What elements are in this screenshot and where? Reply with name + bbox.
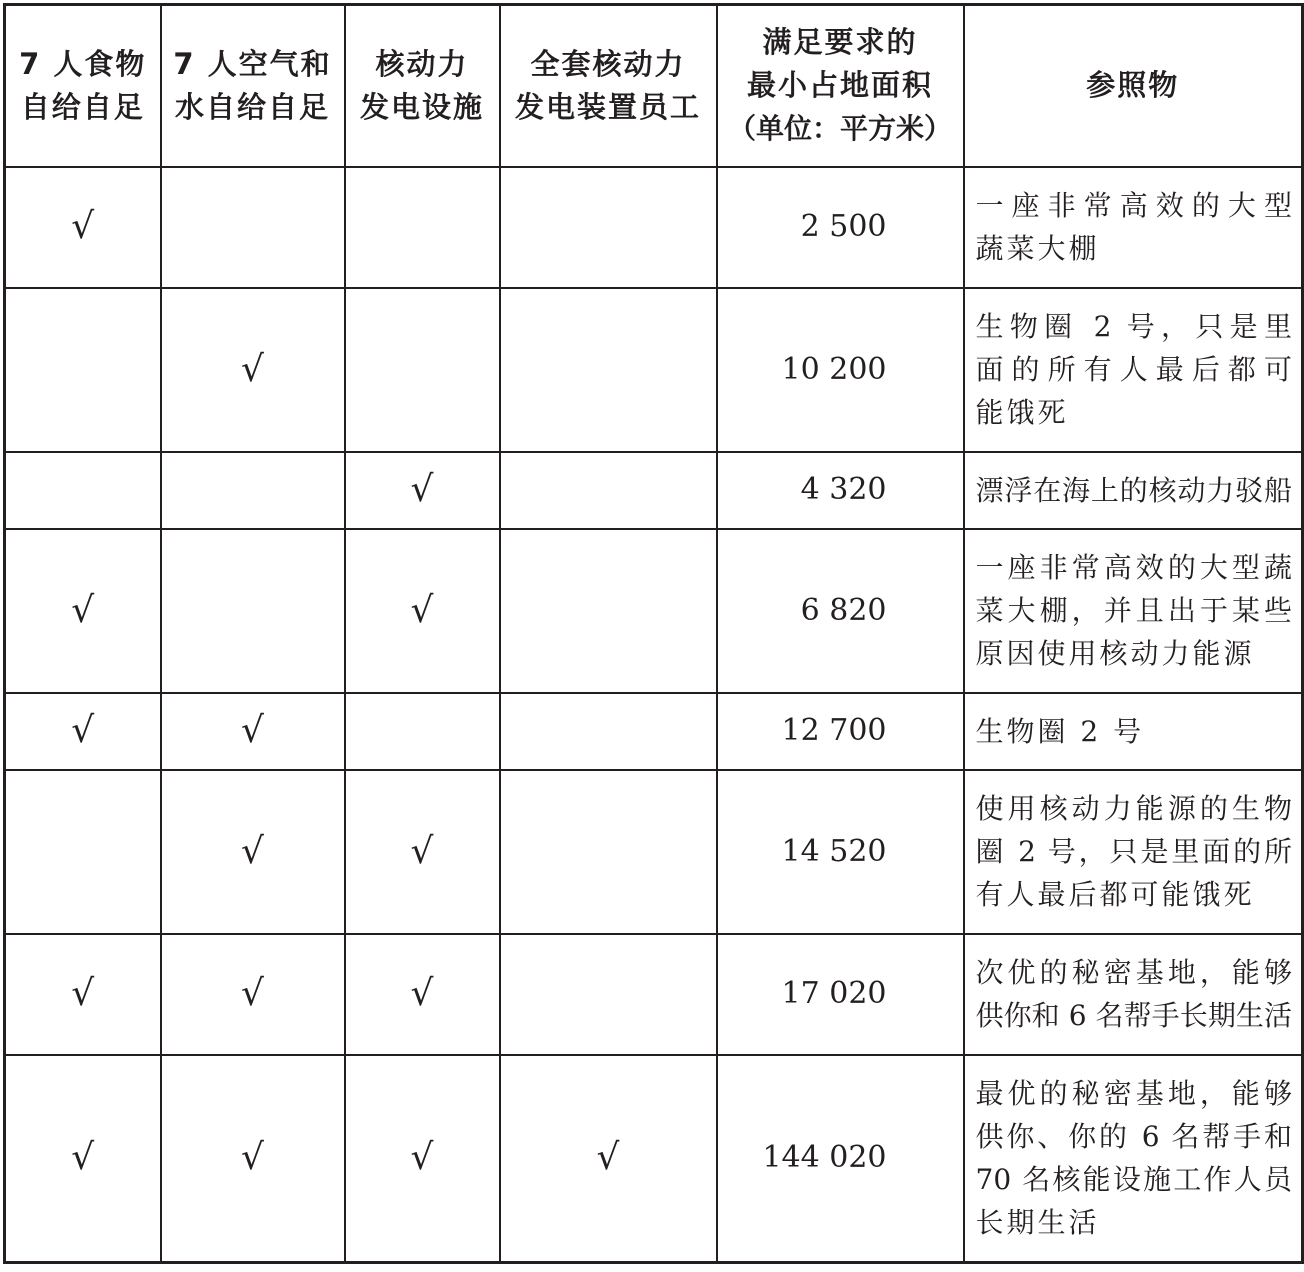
check-cell-food: √ <box>5 167 161 288</box>
area-cell: 4 320 <box>717 452 964 529</box>
table-container <box>3 3 1304 1264</box>
check-cell-power: √ <box>345 529 500 693</box>
check-cell-air-water <box>161 452 345 529</box>
check-cell-air-water: √ <box>161 770 345 934</box>
reference-cell <box>964 1055 1303 1263</box>
reference-cell <box>964 934 1303 1055</box>
check-cell-staff <box>500 167 717 288</box>
header-line: 自给自足 <box>20 89 145 124</box>
reference-line: 长期生活 <box>975 1206 1100 1240</box>
area-cell: 144 020 <box>717 1055 964 1263</box>
reference-line: 供你、你的 6 名帮手和 <box>975 1120 1292 1154</box>
reference-line: 能饿死 <box>975 396 1069 429</box>
check-cell-air-water: √ <box>161 693 345 770</box>
table-row <box>5 288 1303 452</box>
check-cell-power <box>345 693 500 770</box>
header-line: 发电装置员工 <box>514 89 701 124</box>
header-nuclear-staff <box>500 5 717 167</box>
check-cell-power: √ <box>345 770 500 934</box>
area-cell: 10 200 <box>717 288 964 452</box>
reference-line: 菜大棚，并且出于某些 <box>975 594 1292 627</box>
check-cell-power <box>345 288 500 452</box>
check-cell-air-water <box>161 529 345 693</box>
reference-cell <box>964 452 1303 529</box>
reference-line: 蔬菜大棚 <box>975 232 1100 265</box>
check-cell-food: √ <box>5 693 161 770</box>
header-nuclear-power-facility <box>345 5 500 167</box>
table-row <box>5 452 1303 529</box>
reference-line: 漂浮在海上的核动力驳船 <box>975 473 1292 507</box>
header-minimum-area <box>717 5 964 167</box>
header-line: 全套核动力 <box>530 46 686 81</box>
header-line: 7 人空气和 <box>173 46 332 81</box>
table-row <box>5 529 1303 693</box>
header-food-self-sufficiency <box>5 5 161 167</box>
table-row <box>5 1055 1303 1263</box>
header-reference <box>964 5 1303 167</box>
reference-line: 面的所有人最后都可 <box>975 353 1292 386</box>
area-cell: 6 820 <box>717 529 964 693</box>
check-cell-staff <box>500 934 717 1055</box>
check-cell-air-water: √ <box>161 1055 345 1263</box>
reference-line: 供你和 6 名帮手长期生活 <box>975 999 1292 1032</box>
reference-line: 次优的秘密基地，能够 <box>975 956 1292 989</box>
table-row <box>5 167 1303 288</box>
header-line: 发电设施 <box>359 89 484 124</box>
check-cell-air-water <box>161 167 345 288</box>
check-cell-food: √ <box>5 529 161 693</box>
header-air-water-self-sufficiency <box>161 5 345 167</box>
reference-line: 一座非常高效的大型 <box>975 189 1292 222</box>
check-cell-food <box>5 288 161 452</box>
check-cell-power: √ <box>345 452 500 529</box>
area-cell: 17 020 <box>717 934 964 1055</box>
header-line: 参照物 <box>1086 68 1180 103</box>
check-cell-staff: √ <box>500 1055 717 1263</box>
header-line: 满足要求的 <box>762 25 918 60</box>
table-row <box>5 693 1303 770</box>
reference-line: 一座非常高效的大型蔬 <box>975 551 1292 584</box>
check-cell-staff <box>500 288 717 452</box>
area-cell: 12 700 <box>717 693 964 770</box>
check-cell-staff <box>500 529 717 693</box>
header-line: 水自给自足 <box>174 89 330 124</box>
check-cell-food <box>5 452 161 529</box>
table-row <box>5 770 1303 934</box>
reference-line: 生物圈 2 号，只是里 <box>975 310 1292 343</box>
reference-cell <box>964 167 1303 288</box>
reference-line: 有人最后都可能饿死 <box>975 878 1255 911</box>
reference-line: 圈 2 号，只是里面的所 <box>975 835 1292 868</box>
check-cell-staff <box>500 452 717 529</box>
space-requirements-table <box>3 3 1304 1264</box>
reference-cell <box>964 693 1303 770</box>
header-line: 最小占地面积 <box>746 68 933 103</box>
header-line: 核动力 <box>375 46 469 81</box>
check-cell-food: √ <box>5 1055 161 1263</box>
area-cell: 2 500 <box>717 167 964 288</box>
check-cell-power: √ <box>345 934 500 1055</box>
area-cell: 14 520 <box>717 770 964 934</box>
check-cell-power: √ <box>345 1055 500 1263</box>
reference-line: 使用核动力能源的生物 <box>975 792 1292 825</box>
reference-line: 最优的秘密基地，能够 <box>975 1077 1292 1111</box>
table-row <box>5 934 1303 1055</box>
reference-cell <box>964 288 1303 452</box>
header-unit-line: （单位：平方米） <box>727 112 952 146</box>
check-cell-air-water: √ <box>161 934 345 1055</box>
check-cell-staff <box>500 770 717 934</box>
check-cell-food: √ <box>5 934 161 1055</box>
reference-line: 生物圈 2 号 <box>975 714 1145 748</box>
reference-line: 70 名核能设施工作人员 <box>975 1163 1292 1197</box>
reference-cell <box>964 529 1303 693</box>
check-cell-air-water: √ <box>161 288 345 452</box>
reference-line: 原因使用核动力能源 <box>975 637 1255 670</box>
header-row <box>5 5 1303 167</box>
check-cell-power <box>345 167 500 288</box>
check-cell-staff <box>500 693 717 770</box>
header-line: 7 人食物 <box>19 46 147 81</box>
reference-cell <box>964 770 1303 934</box>
check-cell-food <box>5 770 161 934</box>
